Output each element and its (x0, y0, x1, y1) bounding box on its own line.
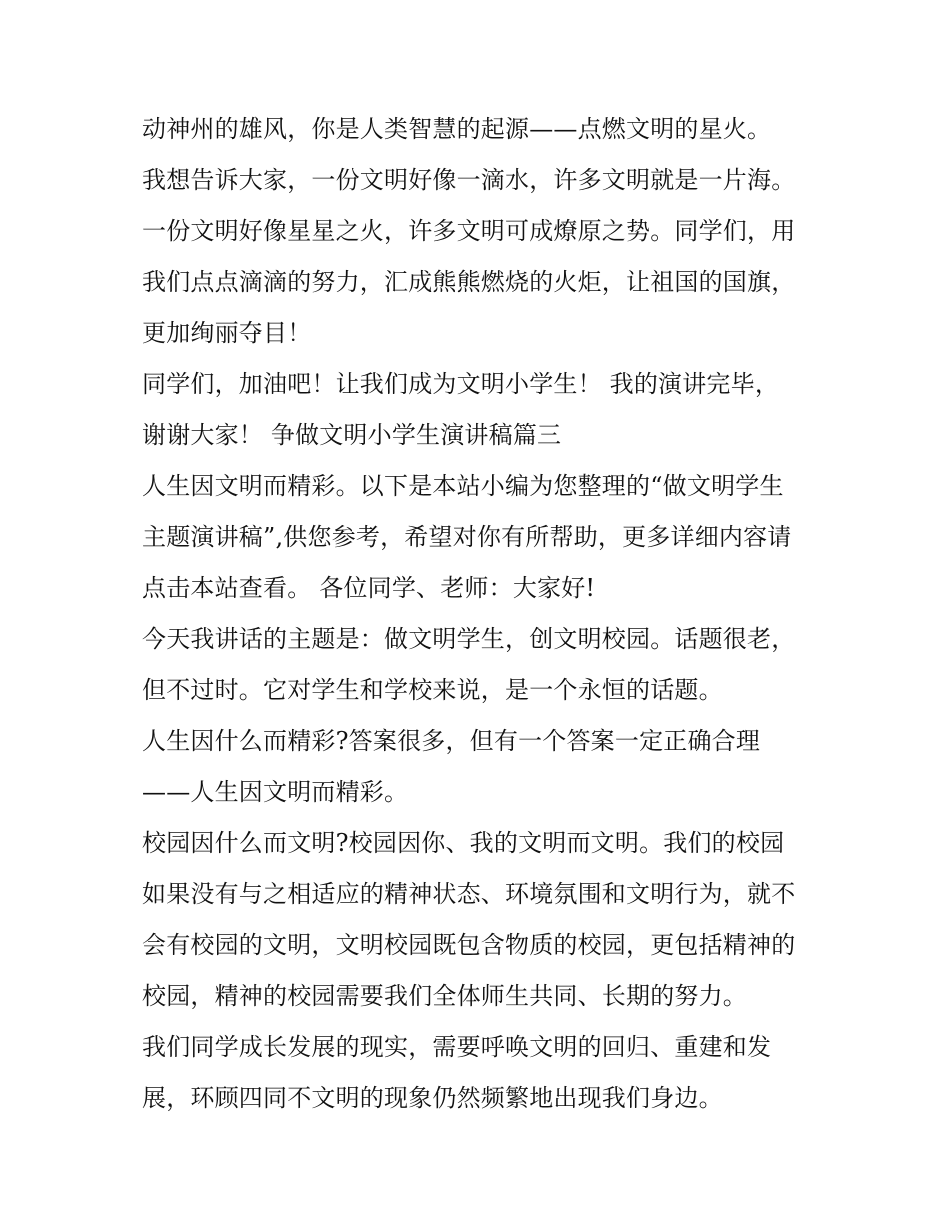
text-line-18: 校园，精神的校园需要我们全体师生共同、长期的努力。 (142, 982, 747, 1010)
text-line-2: 我想告诉大家，一份文明好像一滴水，许多文明就是一片海。 (142, 166, 796, 194)
text-line-20: 展，环顾四同不文明的现象仍然频繁地出现我们身边。 (142, 1084, 723, 1112)
text-line-3: 一份文明好像星星之火，许多文明可成燎原之势。同学们，用 (142, 217, 796, 245)
text-line-5: 更加绚丽夺目！ (142, 319, 312, 347)
text-line-7: 谢谢大家！ 争做文明小学生演讲稿篇三 (142, 421, 562, 449)
text-line-9: 主题演讲稿”,供您参考，希望对你有所帮助，更多详细内容请 (142, 523, 792, 551)
text-line-10: 点击本站查看。 各位同学、老师：大家好! (142, 574, 596, 602)
document-body (142, 104, 822, 1124)
text-line-13: 人生因什么而精彩?答案很多，但有一个答案一定正确合理 (142, 727, 761, 755)
text-line-15: 校园因什么而文明?校园因你、我的文明而文明。我们的校园 (142, 829, 785, 857)
text-line-4: 我们点点滴滴的努力，汇成熊熊燃烧的火炬，让祖国的国旗， (142, 268, 796, 296)
text-line-12: 但不过时。它对学生和学校来说，是一个永恒的话题。 (142, 676, 723, 704)
text-line-8: 人生因文明而精彩。以下是本站小编为您整理的“做文明学生 (142, 472, 784, 500)
text-line-6: 同学们，加油吧！让我们成为文明小学生！ 我的演讲完毕， (142, 370, 780, 398)
text-line-14: ——人生因文明而精彩。 (142, 778, 409, 806)
text-line-11: 今天我讲话的主题是：做文明学生，创文明校园。话题很老， (142, 625, 796, 653)
text-line-19: 我们同学成长发展的现实，需要呼唤文明的回归、重建和发 (142, 1033, 772, 1061)
text-line-17: 会有校园的文明，文明校园既包含物质的校园，更包括精神的 (142, 931, 796, 959)
text-line-1: 动神州的雄风，你是人类智慧的起源——点燃文明的星火。 (142, 115, 772, 143)
text-line-16: 如果没有与之相适应的精神状态、环境氛围和文明行为，就不 (142, 880, 796, 908)
